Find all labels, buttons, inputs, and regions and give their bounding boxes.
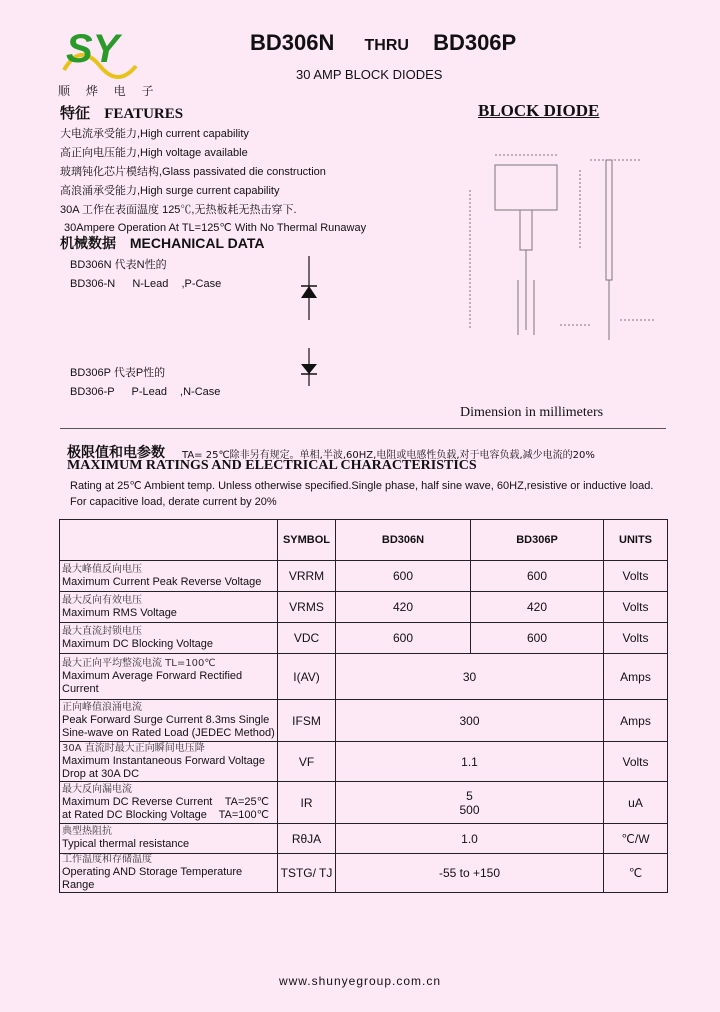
param-cn: 工作温度和存储温度 [62,854,152,865]
ir-value-100: 500 [459,802,480,817]
ir-value-25: 5 [466,788,473,803]
bd306p-value: 600 [471,561,604,592]
unit-cell: uA [604,782,668,824]
bd306n-case: ,P-Case [181,278,222,290]
param-en: Maximum RMS Voltage [62,606,177,619]
param-cn: 最大反向有效电压 [62,594,142,606]
param-cell [60,654,278,700]
part-from: BD306N [250,30,335,55]
condition-ta100: TA=100℃ [218,808,269,821]
mechanical-heading-en: MECHANICAL DATA [129,235,265,251]
unit-cell: Volts [604,561,668,592]
features-heading-cn: 特征 [60,104,91,122]
param-en: Peak Forward Surge Current 8.3ms Single [62,713,270,726]
table-header-row [60,520,668,561]
param-en: Maximum DC Blocking Voltage [62,637,214,650]
param-cell [60,561,278,592]
diode-symbols-icon [296,256,322,386]
table-row [60,742,668,782]
param-en: Sine-wave on Rated Load (JEDEC Method) [62,726,275,739]
diode-p-icon [301,348,317,386]
value-cell: 1.1 [336,742,604,782]
ratings-heading-cn: 极限值和电参数 [67,445,165,461]
symbol-cell: IFSM [278,700,336,742]
features-heading-en: FEATURES [104,106,184,122]
param-cell [60,742,278,782]
param-en: Maximum Instantaneous Forward Voltage [62,754,265,767]
value-cell: 300 [336,700,604,742]
param-cn: 最大反向漏电流 [62,783,132,795]
diode-n-icon [301,256,317,320]
param-en: Maximum Current Peak Reverse Voltage [62,575,262,588]
symbol-cell: VF [278,742,336,782]
unit-cell: ℃ [604,854,668,893]
table-row [60,700,668,742]
param-en: Current [62,682,99,695]
bd306p-case: ,N-Case [180,386,221,398]
param-cn: 正向峰值浪涌电流 [62,701,142,713]
logo-mark: SY [66,27,120,71]
unit-cell: Volts [604,623,668,654]
param-cn: 最大直流封锁电压 [62,625,142,637]
ratings-line-1: Rating at 25℃ Ambient temp. Unless otherwise specified.Single phase, half sine wave, 60HZ,resistive or inductive load. [70,480,654,492]
condition-ta25: TA=25℃ [224,795,269,808]
table-row [60,854,668,893]
value-cell: -55 to +150 [336,854,604,893]
bd306n-value: 600 [336,623,471,654]
footer-url: www.shunyegroup.com.cn [278,974,442,988]
table-row [60,654,668,700]
header-bd306n: BD306N [336,520,471,561]
param-cn: 30A 直流时最大正向瞬间电压降 [62,742,205,754]
param-cell [60,623,278,654]
mechanical-heading [60,233,264,253]
section-divider [60,428,666,429]
page-title [250,30,516,56]
param-en: Typical thermal resistance [62,838,190,850]
feature-item: 玻璃钝化芯片模结构,Glass passivated die construction [60,166,326,178]
symbol-cell: RθJA [278,824,336,854]
unit-cell: ℃/W [604,824,668,854]
bd306n-spec [70,278,221,290]
table-row [60,623,668,654]
param-cell [60,824,278,854]
bd306p-spec [70,386,220,398]
symbol-cell: TSTG/ TJ [278,854,336,893]
block-diode-heading: BLOCK DIODE [478,101,600,120]
bd306n-value: 600 [336,561,471,592]
param-en [62,809,275,822]
ratings-heading-en: MAXIMUM RATINGS AND ELECTRICAL CHARACTERISTICS [67,458,477,473]
header-units: UNITS [604,520,668,561]
feature-item: 30Ampere Operation At TL=125℃ With No Thermal Runaway [64,222,367,234]
table-row [60,592,668,623]
unit-cell: Volts [604,592,668,623]
symbol-cell: I(AV) [278,654,336,700]
param-en-text: Maximum DC Reverse Current [62,795,213,808]
company-name-cn: 顺 烨 电 子 [58,84,160,98]
thru-label: THRU [364,37,409,54]
feature-item: 大电流承受能力,High current capability [60,128,249,140]
ratings-table [59,519,668,893]
table-row [60,782,668,824]
bd306p-cn: BD306P 代表P性的 [70,367,166,379]
param-cell [60,854,278,893]
feature-item: 高正向电压能力,High voltage available [60,147,248,159]
ratings-note-cn: TA= 25℃除非另有规定。单相,半波,60HZ,电阻或电感性负载,对于电容负载,减少电流的20% [182,450,595,461]
bd306p-lead: P-Lead [131,386,167,398]
header-bd306p: BD306P [471,520,604,561]
param-cell [60,592,278,623]
symbol-cell: VRMS [278,592,336,623]
param-en-text: at Rated DC Blocking Voltage [62,808,207,821]
value-cell: 1.0 [336,824,604,854]
param-en: Maximum Average Forward Rectified [62,669,243,682]
bd306n-value: 420 [336,592,471,623]
param-cn: 典型热阻抗 [62,826,112,837]
mechanical-heading-cn: 机械数据 [60,236,116,252]
param-cn: 最大正向平均整流电流 TL=100℃ [62,657,216,669]
header-blank [60,520,278,561]
header-symbol: SYMBOL [278,520,336,561]
param-en [62,796,275,809]
bd306n-cn: BD306N 代表N性的 [70,259,167,271]
bd306p-value: 600 [471,623,604,654]
value-cell [336,782,604,824]
unit-cell: Amps [604,700,668,742]
dimension-note: Dimension in millimeters [460,405,604,420]
bd306p-value: 420 [471,592,604,623]
symbol-cell: VDC [278,623,336,654]
unit-cell: Amps [604,654,668,700]
bd306n-part: BD306-N [70,278,116,290]
features-heading [60,102,183,123]
bd306n-lead: N-Lead [132,278,169,290]
part-to: BD306P [433,30,517,55]
feature-item: 30A 工作在表面温度 125℃,无热板耗无热击穿下. [60,204,297,216]
symbol-cell: IR [278,782,336,824]
logo-sy-icon [60,22,140,82]
table-row [60,824,668,854]
feature-item: 高浪涌承受能力,High surge current capability [60,185,280,197]
value-cell: 30 [336,654,604,700]
symbol-cell: VRRM [278,561,336,592]
param-cell [60,782,278,824]
page-subtitle: 30 AMP BLOCK DIODES [296,67,443,82]
param-en: Drop at 30A DC [62,767,140,780]
param-en: Operating AND Storage Temperature Range [62,866,243,891]
bd306p-part: BD306-P [70,386,115,398]
ratings-line-2: For capacitive load, derate current by 20% [70,496,277,508]
unit-cell: Volts [604,742,668,782]
table-row [60,561,668,592]
param-cell [60,700,278,742]
param-cn: 最大峰值反向电压 [62,563,142,575]
package-outline-icon [440,130,680,400]
